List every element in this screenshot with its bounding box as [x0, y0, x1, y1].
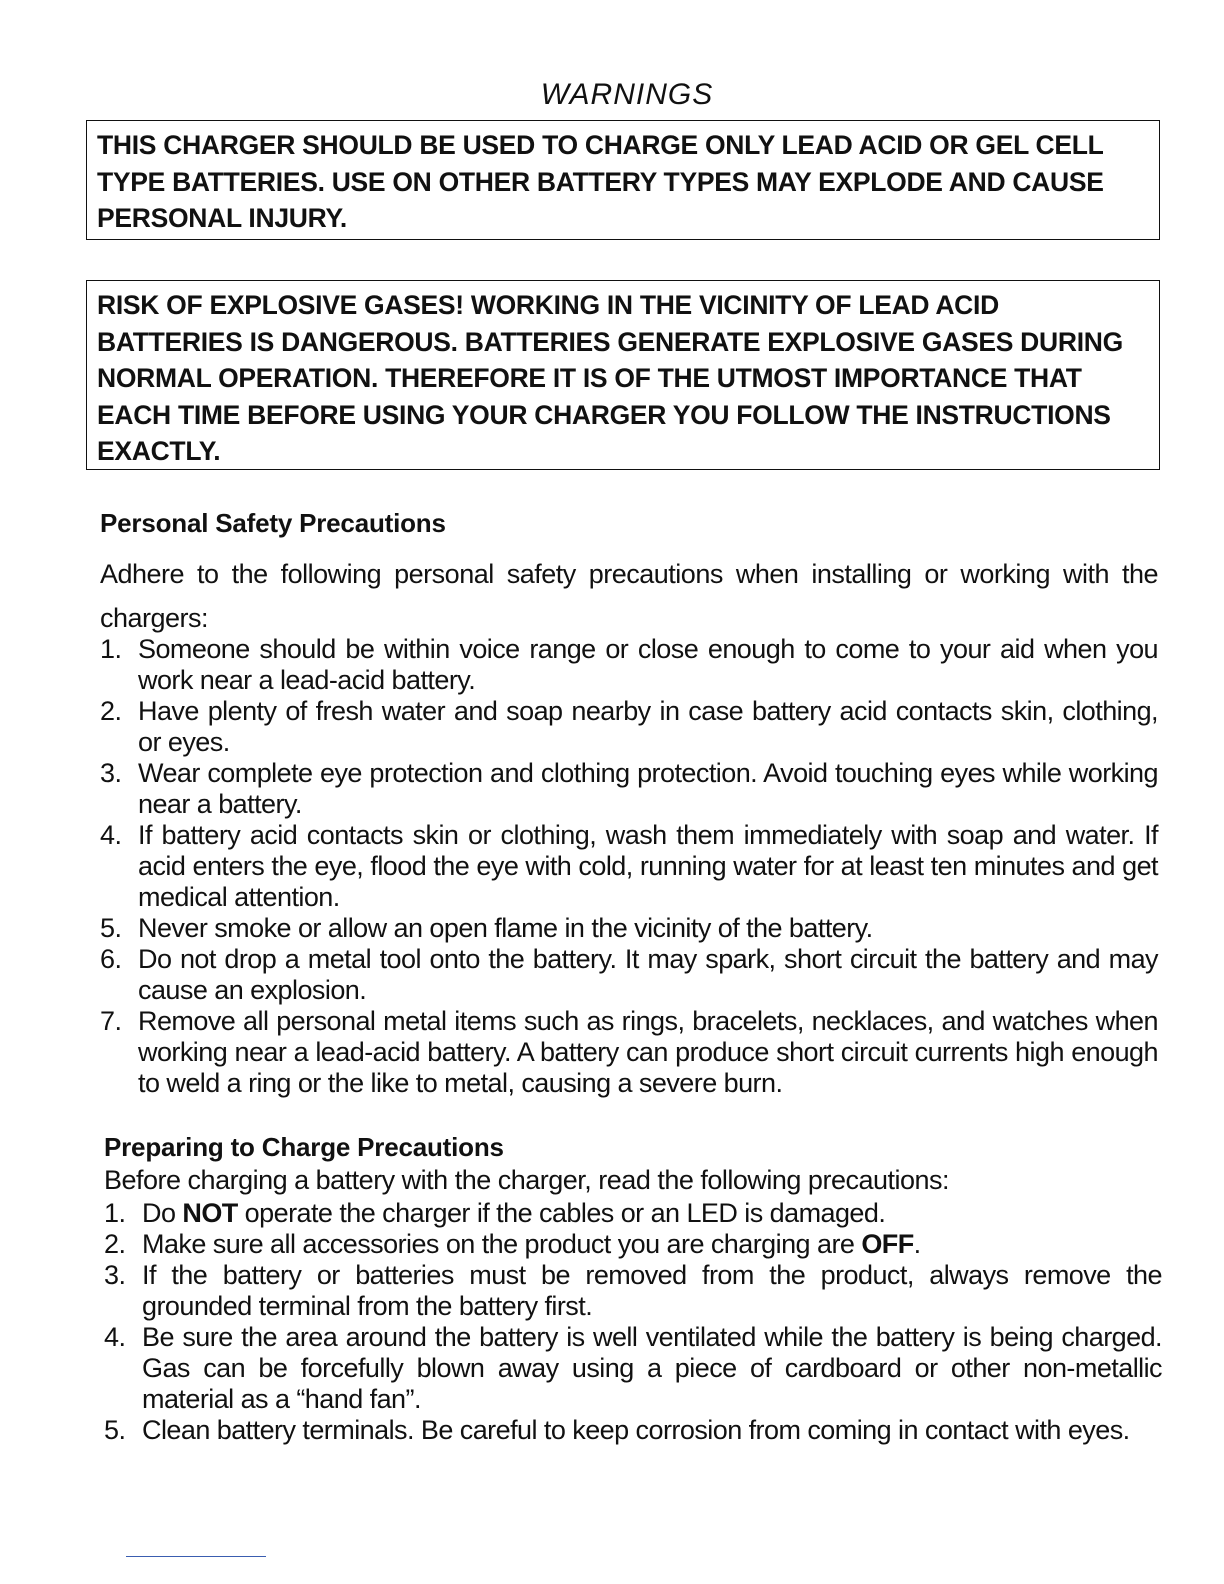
list-number: 5. — [100, 913, 122, 943]
preparing-to-charge-list — [104, 1198, 1162, 1446]
list-number: 4. — [100, 820, 122, 850]
list-item-text: operate the charger if the cables or an LED is damaged. — [237, 1198, 886, 1228]
list-item-text: Clean battery terminals. Be careful to keep corrosion from coming in contact with eyes. — [142, 1415, 1130, 1445]
footer-rule — [126, 1556, 266, 1557]
list-item — [100, 913, 1158, 944]
list-item-text: If the battery or batteries must be removed from the product, always remove the grounded terminal from the battery first. — [142, 1260, 1162, 1321]
personal-safety-list — [100, 634, 1158, 1099]
emphasis-text: NOT — [182, 1198, 238, 1228]
list-item-text: If battery acid contacts skin or clothing, wash them immediately with soap and water. If acid enters the eye, flood the eye with cold, running water for at least ten minutes and get medical attention. — [138, 820, 1158, 912]
list-item — [100, 696, 1158, 758]
list-item — [100, 634, 1158, 696]
page-title: WARNINGS — [540, 78, 714, 111]
emphasis-text: OFF — [861, 1229, 914, 1259]
warning-box-battery-type — [86, 120, 1160, 240]
list-item — [104, 1198, 1162, 1229]
list-number: 2. — [100, 696, 122, 726]
list-item-text: Make sure all accessories on the product you are charging are — [142, 1229, 862, 1259]
list-item — [100, 1006, 1158, 1099]
list-number: 1. — [100, 634, 122, 664]
list-item-text: Be sure the area around the battery is well ventilated while the battery is being charged. Gas can be forcefully blown away using a piece of cardboard or other non-metallic material as a “hand fan”. — [142, 1322, 1162, 1414]
warning-text: THIS CHARGER SHOULD BE USED TO CHARGE ONLY LEAD ACID OR GEL CELL TYPE BATTERIES. USE ON OTHER BATTERY TYPES MAY EXPLODE AND CAUSE PERSONAL INJURY. — [97, 130, 1104, 233]
list-item — [100, 944, 1158, 1006]
list-item — [100, 820, 1158, 913]
list-number: 3. — [104, 1260, 126, 1290]
list-item — [104, 1322, 1162, 1415]
list-item-text: Have plenty of fresh water and soap nearby in case battery acid contacts skin, clothing, or eyes. — [138, 696, 1158, 757]
list-item-text: Never smoke or allow an open flame in the vicinity of the battery. — [138, 913, 873, 943]
section-heading-preparing-to-charge: Preparing to Charge Precautions — [104, 1132, 504, 1162]
list-item-text: Do not drop a metal tool onto the battery. It may spark, short circuit the battery and may cause an explosion. — [138, 944, 1158, 1005]
list-number: 1. — [104, 1198, 126, 1228]
list-item — [104, 1229, 1162, 1260]
warning-text: RISK OF EXPLOSIVE GASES! WORKING IN THE VICINITY OF LEAD ACID BATTERIES IS DANGEROUS. BATTERIES GENERATE EXPLOSIVE GASES DURING NORMAL OPERATION. THEREFORE IT IS OF THE UTMOST IMPORTANCE THAT EACH TIME BEFORE USING YOUR CHARGER YOU FOLLOW THE INSTRUCTIONS EXACTLY. — [97, 290, 1123, 466]
section-heading-personal-safety: Personal Safety Precautions — [100, 508, 446, 538]
section-intro-personal-safety: Adhere to the following personal safety precautions when installing or working with the chargers: — [100, 559, 1158, 633]
warning-box-explosive-gases — [86, 280, 1160, 470]
list-number: 4. — [104, 1322, 126, 1352]
list-item-text: Someone should be within voice range or close enough to come to your aid when you work near a lead-acid battery. — [138, 634, 1158, 695]
list-number: 2. — [104, 1229, 126, 1259]
list-item — [100, 758, 1158, 820]
list-item-text: Do — [142, 1198, 183, 1228]
list-number: 6. — [100, 944, 122, 974]
list-number: 7. — [100, 1006, 122, 1036]
list-number: 5. — [104, 1415, 126, 1445]
section-intro-preparing-to-charge: Before charging a battery with the charger, read the following precautions: — [104, 1165, 950, 1195]
list-item-text: . — [913, 1229, 921, 1259]
list-item — [104, 1415, 1162, 1446]
list-item-text: Remove all personal metal items such as rings, bracelets, necklaces, and watches when working near a lead-acid battery. A battery can produce short circuit currents high enough to weld a ring or the like to metal, causing a severe burn. — [138, 1006, 1158, 1098]
list-item-text: Wear complete eye protection and clothing protection. Avoid touching eyes while working near a battery. — [138, 758, 1158, 819]
list-item — [104, 1260, 1162, 1322]
list-number: 3. — [100, 758, 122, 788]
